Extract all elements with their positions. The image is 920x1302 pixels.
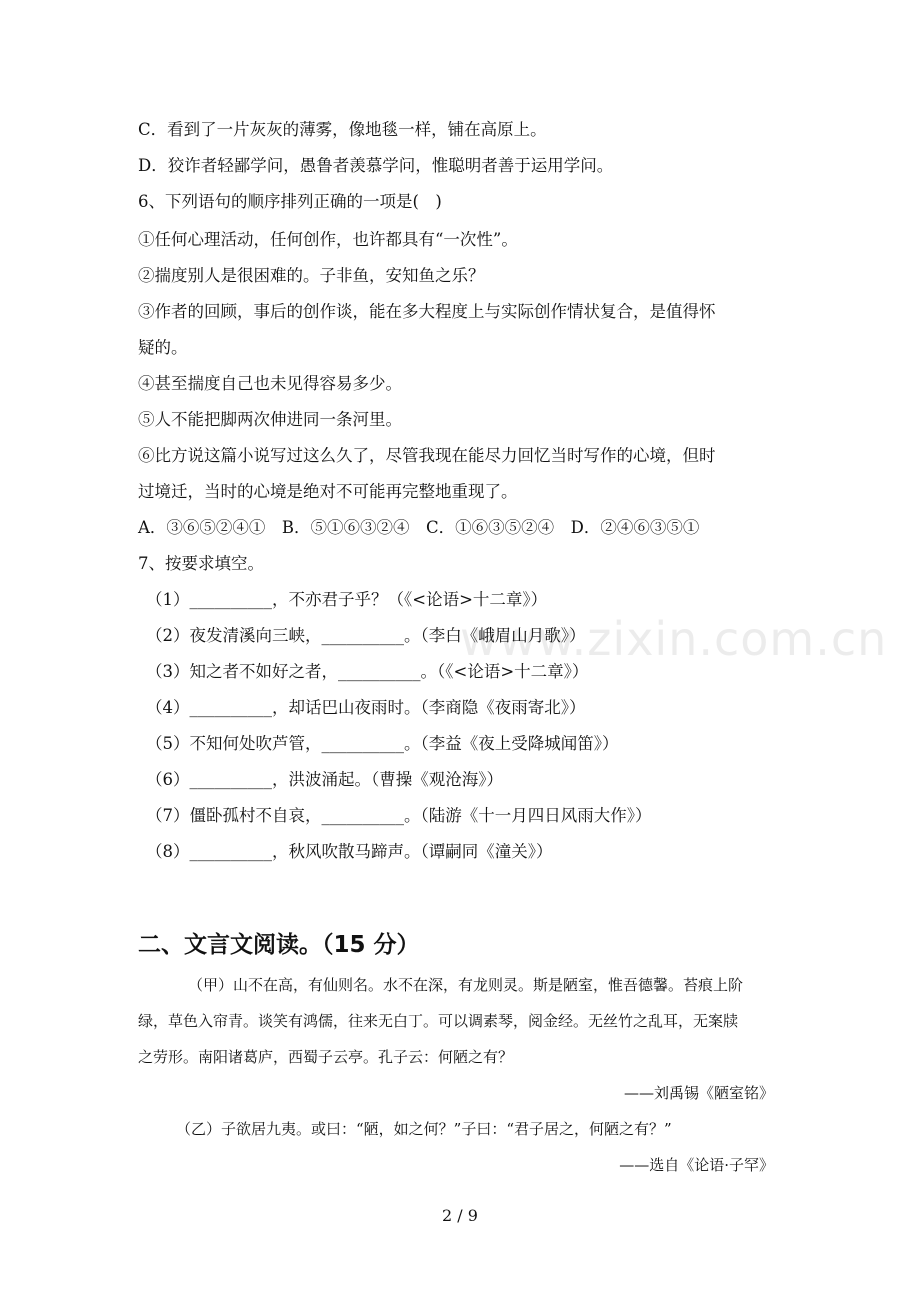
option-c: C．看到了一片灰灰的薄雾，像地毯一样，铺在高原上。 [138, 120, 547, 139]
source-yi: ——选自《论语·子罕》 [619, 1156, 774, 1174]
watermark: www.zixin.com.cn [460, 612, 888, 666]
source-jia: ——刘禹锡《陋室铭》 [623, 1084, 774, 1102]
question-6: 6、下列语句的顺序排列正确的一项是( ) [138, 192, 442, 211]
sentence-2: ②揣度别人是很困难的。子非鱼，安知鱼之乐？ [138, 266, 485, 285]
sentence-5: ⑤人不能把脚两次伸进同一条河里。 [138, 410, 402, 429]
passage-jia-line-2: 绿，草色入帘青。谈笑有鸿儒，往来无白丁。可以调素琴，阅金经。无丝竹之乱耳，无案牍 [138, 1012, 739, 1030]
question-7: 7、按要求填空。 [138, 554, 264, 573]
fill-item-7: （7）僵卧孤村不自哀，__________。（陆游《十一月四日风雨大作》） [146, 806, 652, 825]
sentence-1: ①任何心理活动，任何创作，也许都具有“一次性”。 [138, 230, 518, 249]
option-d: D．狡诈者轻鄙学问，愚鲁者羡慕学问，惟聪明者善于运用学问。 [138, 156, 614, 175]
sentence-3: ③作者的回顾，事后的创作谈，能在多大程度上与实际创作情状复合，是值得怀 [138, 302, 716, 321]
passage-jia-line-1: （甲）山不在高，有仙则名。水不在深，有龙则灵。斯是陋室，惟吾德馨。苔痕上阶 [188, 976, 744, 994]
fill-item-4: （4）__________，却话巴山夜雨时。（李商隐《夜雨寄北》） [146, 698, 586, 717]
fill-item-6: （6）__________，洪波涌起。（曹操《观沧海》） [146, 770, 503, 789]
answer-options: A．③⑥⑤②④① B．⑤①⑥③②④ C．①⑥③⑤②④ D．②④⑥③⑤① [138, 518, 700, 537]
fill-item-2: （2）夜发清溪向三峡，__________。（李白《峨眉山月歌》） [146, 626, 586, 645]
passage-jia-line-3: 之劳形。南阳诸葛庐，西蜀子云亭。孔子云：何陋之有？ [138, 1048, 514, 1066]
sentence-6-cont: 过境迁，当时的心境是绝对不可能再完整地重现了。 [138, 482, 518, 501]
sentence-3-cont: 疑的。 [138, 338, 188, 357]
sentence-6: ⑥比方说这篇小说写过这么久了，尽管我现在能尽力回忆当时写作的心境，但时 [138, 446, 716, 465]
fill-item-1: （1）__________，不亦君子乎？（《<论语>十二章》） [146, 590, 548, 609]
fill-item-5: （5）不知何处吹芦管，__________。（李益《夜上受降城闻笛》） [146, 734, 619, 753]
passage-yi: （乙）子欲居九夷。或曰：“陋，如之何？”子曰：“君子居之，何陋之有？” [176, 1120, 672, 1138]
page-number: 2 / 9 [442, 1206, 478, 1225]
fill-item-3: （3）知之者不如好之者，__________。（《<论语>十二章》） [146, 662, 589, 681]
section-title: 二、文言文阅读。（15 分） [138, 932, 420, 958]
fill-item-8: （8）__________，秋风吹散马蹄声。（谭嗣同《潼关》） [146, 842, 553, 861]
sentence-4: ④甚至揣度自己也未见得容易多少。 [138, 374, 402, 393]
